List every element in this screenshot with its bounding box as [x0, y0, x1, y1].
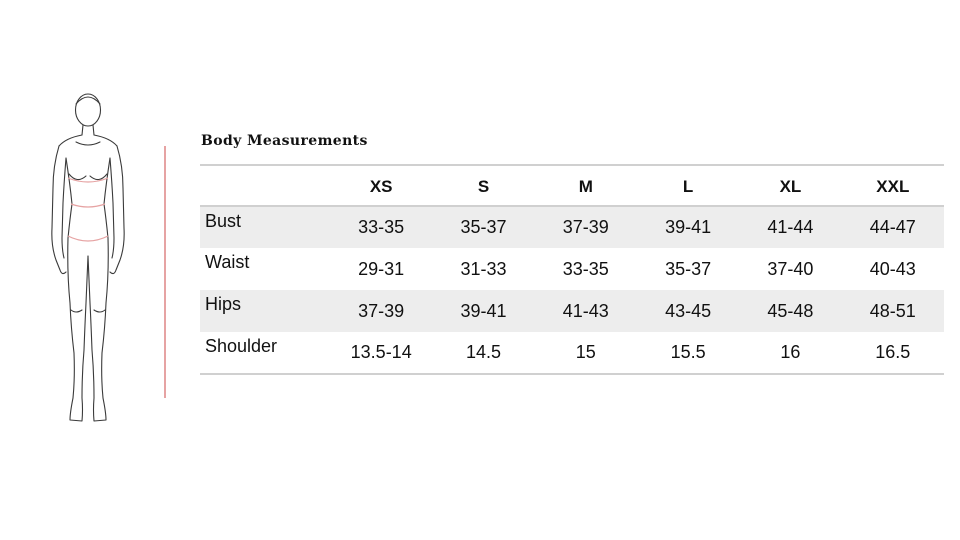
table-row: [200, 248, 944, 290]
header-corner: [200, 165, 330, 206]
table-cell: 13.5-14: [350, 342, 412, 362]
row-label: Bust: [205, 211, 242, 231]
table-cell: 43-45: [665, 301, 712, 321]
table-cell: 35-37: [665, 259, 712, 279]
table-cell: 40-43: [869, 259, 916, 279]
column-header: XL: [739, 165, 841, 206]
column-header: L: [637, 165, 739, 206]
column-header: XS: [330, 165, 432, 206]
table-cell: 14.5: [465, 342, 502, 362]
chart-title: Body Measurements: [201, 133, 368, 149]
column-header: S: [432, 165, 534, 206]
table-cell: 45-48: [767, 301, 814, 321]
table-cell: 39-41: [460, 301, 507, 321]
table-cell: 37-39: [358, 301, 405, 321]
table-header-row: [200, 165, 944, 206]
table-cell: 16.5: [875, 342, 911, 362]
table-cell: 16: [780, 342, 801, 362]
table-cell: 44-47: [869, 217, 916, 237]
table-row: [200, 332, 944, 374]
row-label: Shoulder: [205, 336, 278, 356]
table-cell: 15: [575, 342, 596, 362]
table-row: [200, 290, 944, 332]
measurement-divider-line: [164, 146, 166, 398]
table-cell: 41-43: [562, 301, 609, 321]
table-cell: 39-41: [665, 217, 712, 237]
row-label: Waist: [205, 252, 250, 272]
table-cell: 33-35: [562, 259, 609, 279]
size-chart-table: [200, 164, 944, 375]
table-cell: 48-51: [869, 301, 916, 321]
table-cell: 31-33: [460, 259, 507, 279]
table-cell: 41-44: [767, 217, 814, 237]
table-cell: 37-39: [562, 217, 609, 237]
table-cell: 33-35: [358, 217, 405, 237]
table-cell: 15.5: [670, 342, 706, 362]
row-label: Hips: [205, 294, 242, 314]
column-header: M: [535, 165, 637, 206]
table-cell: 29-31: [358, 259, 405, 279]
body-figure-icon: [40, 88, 150, 438]
table-cell: 35-37: [460, 217, 507, 237]
table-row: [200, 206, 944, 248]
column-header: XXL: [842, 165, 944, 206]
table-cell: 37-40: [767, 259, 814, 279]
